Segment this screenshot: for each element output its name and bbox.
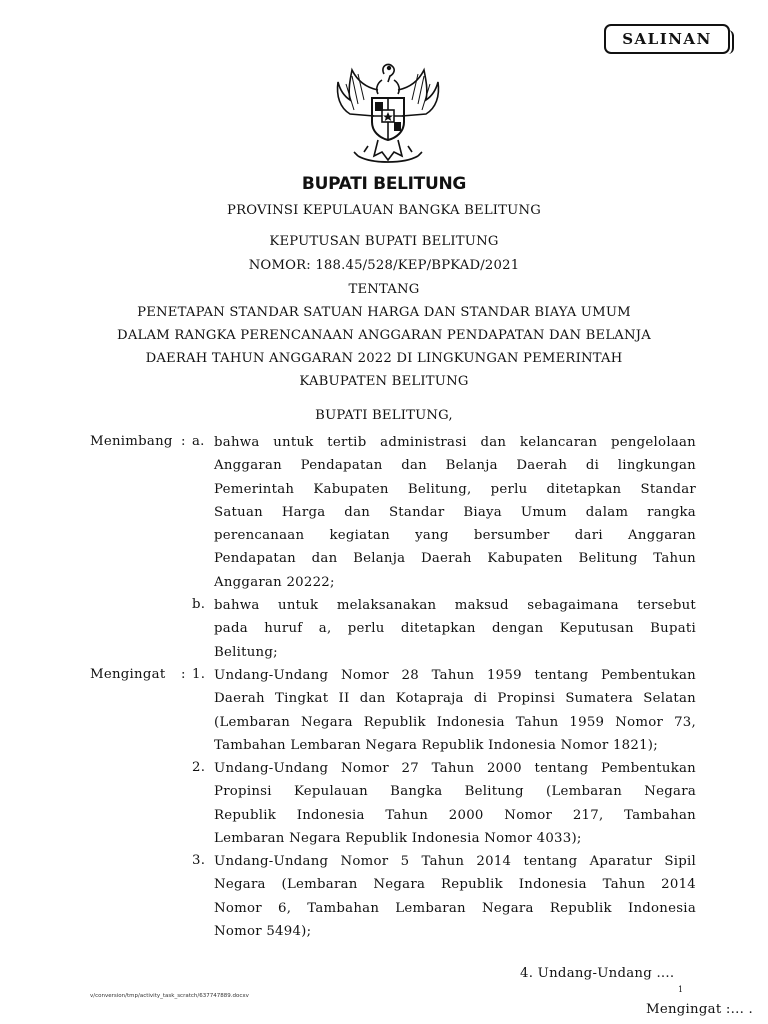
text-line: Undang-Undang Nomor 5 Tahun 2014 tentang Aparatur Sipil: [214, 854, 696, 869]
text-line: (Lembaran Negara Republik Indonesia Tahun 1959 Nomor 73,: [214, 714, 696, 730]
text-line: Anggaran 20222;: [214, 574, 335, 590]
mengingat-item-1: [214, 664, 696, 757]
text-line: Nomor 5494);: [214, 923, 312, 939]
about-label: TENTANG: [348, 282, 420, 297]
text-line: Undang-Undang Nomor 28 Tahun 1959 tentang Pembentukan: [214, 668, 696, 683]
text-line: bahwa untuk tertib administrasi dan kelancaran pengelolaan: [214, 435, 696, 450]
text-line: Negara (Lembaran Negara Republik Indonesia Tahun 2014: [214, 877, 696, 893]
text-line: Tambahan Lembaran Negara Republik Indonesia Nomor 1821);: [214, 737, 658, 753]
item-marker: 2.: [192, 760, 206, 775]
subject-line: KABUPATEN BELITUNG: [299, 374, 469, 389]
item-marker: 3.: [192, 853, 206, 868]
salinan-stamp: SALINAN: [604, 24, 730, 54]
text-line: Republik Indonesia Tahun 2000 Nomor 217, Tambahan: [214, 807, 696, 823]
text-line: Undang-Undang Nomor 27 Tahun 2000 tentang Pembentukan: [214, 761, 696, 776]
text-line: Pemerintah Kabupaten Belitung, perlu ditetapkan Standar: [214, 481, 696, 497]
menimbang-label: Menimbang: [90, 434, 173, 449]
text-line: bahwa untuk melaksanakan maksud sebagaimana tersebut: [214, 598, 696, 613]
text-line: pada huruf a, perlu ditetapkan dengan Keputusan Bupati: [214, 621, 696, 637]
page-number: 1: [678, 985, 684, 994]
garuda-emblem-icon: [328, 60, 448, 172]
subject-line: DAERAH TAHUN ANGGARAN 2022 DI LINGKUNGAN PEMERINTAH: [145, 351, 623, 366]
mengingat-label: Mengingat: [90, 667, 166, 682]
text-line: Nomor 6, Tambahan Lembaran Negara Republik Indonesia: [214, 900, 696, 916]
official-title: BUPATI BELITUNG: [301, 174, 467, 194]
menimbang-item-b: [214, 594, 696, 664]
file-path: v/conversion/tmp/activity_task_scratch/637747889.docxv: [90, 993, 249, 999]
text-line: Pendapatan dan Belanja Daerah Kabupaten Belitung Tahun: [214, 551, 696, 567]
mengingat-item-3: [214, 850, 696, 943]
subject-line: DALAM RANGKA PERENCANAAN ANGGARAN PENDAPATAN DAN BELANJA: [117, 328, 651, 343]
decree-title: KEPUTUSAN BUPATI BELITUNG: [269, 234, 499, 249]
text-line: Anggaran Pendapatan dan Belanja Daerah di lingkungan: [214, 458, 696, 474]
menimbang-item-a: [214, 431, 696, 594]
continuation-text: 4. Undang-Undang ....: [520, 966, 675, 981]
addressee: BUPATI BELITUNG,: [315, 408, 453, 423]
next-section-text: Mengingat :... .: [646, 1002, 753, 1017]
item-marker: 1.: [192, 667, 206, 682]
mengingat-item-2: [214, 757, 696, 850]
text-line: perencanaan kegiatan yang bersumber dari Anggaran: [214, 528, 696, 544]
menimbang-colon: :: [181, 434, 186, 449]
text-line: Daerah Tingkat II dan Kotapraja di Propinsi Sumatera Selatan: [214, 691, 696, 707]
decree-number: NOMOR: 188.45/528/KEP/BPKAD/2021: [248, 258, 520, 273]
text-line: Propinsi Kepulauan Bangka Belitung (Lembaran Negara: [214, 784, 696, 800]
item-marker: b.: [192, 597, 206, 612]
text-line: Satuan Harga dan Standar Biaya Umum dalam rangka: [214, 504, 696, 520]
item-marker: a.: [192, 434, 205, 449]
text-line: Lembaran Negara Republik Indonesia Nomor 4033);: [214, 830, 582, 846]
mengingat-colon: :: [181, 667, 186, 682]
province-name: PROVINSI KEPULAUAN BANGKA BELITUNG: [227, 203, 541, 218]
subject-line: PENETAPAN STANDAR SATUAN HARGA DAN STANDAR BIAYA UMUM: [137, 305, 631, 320]
text-line: Belitung;: [214, 644, 278, 660]
